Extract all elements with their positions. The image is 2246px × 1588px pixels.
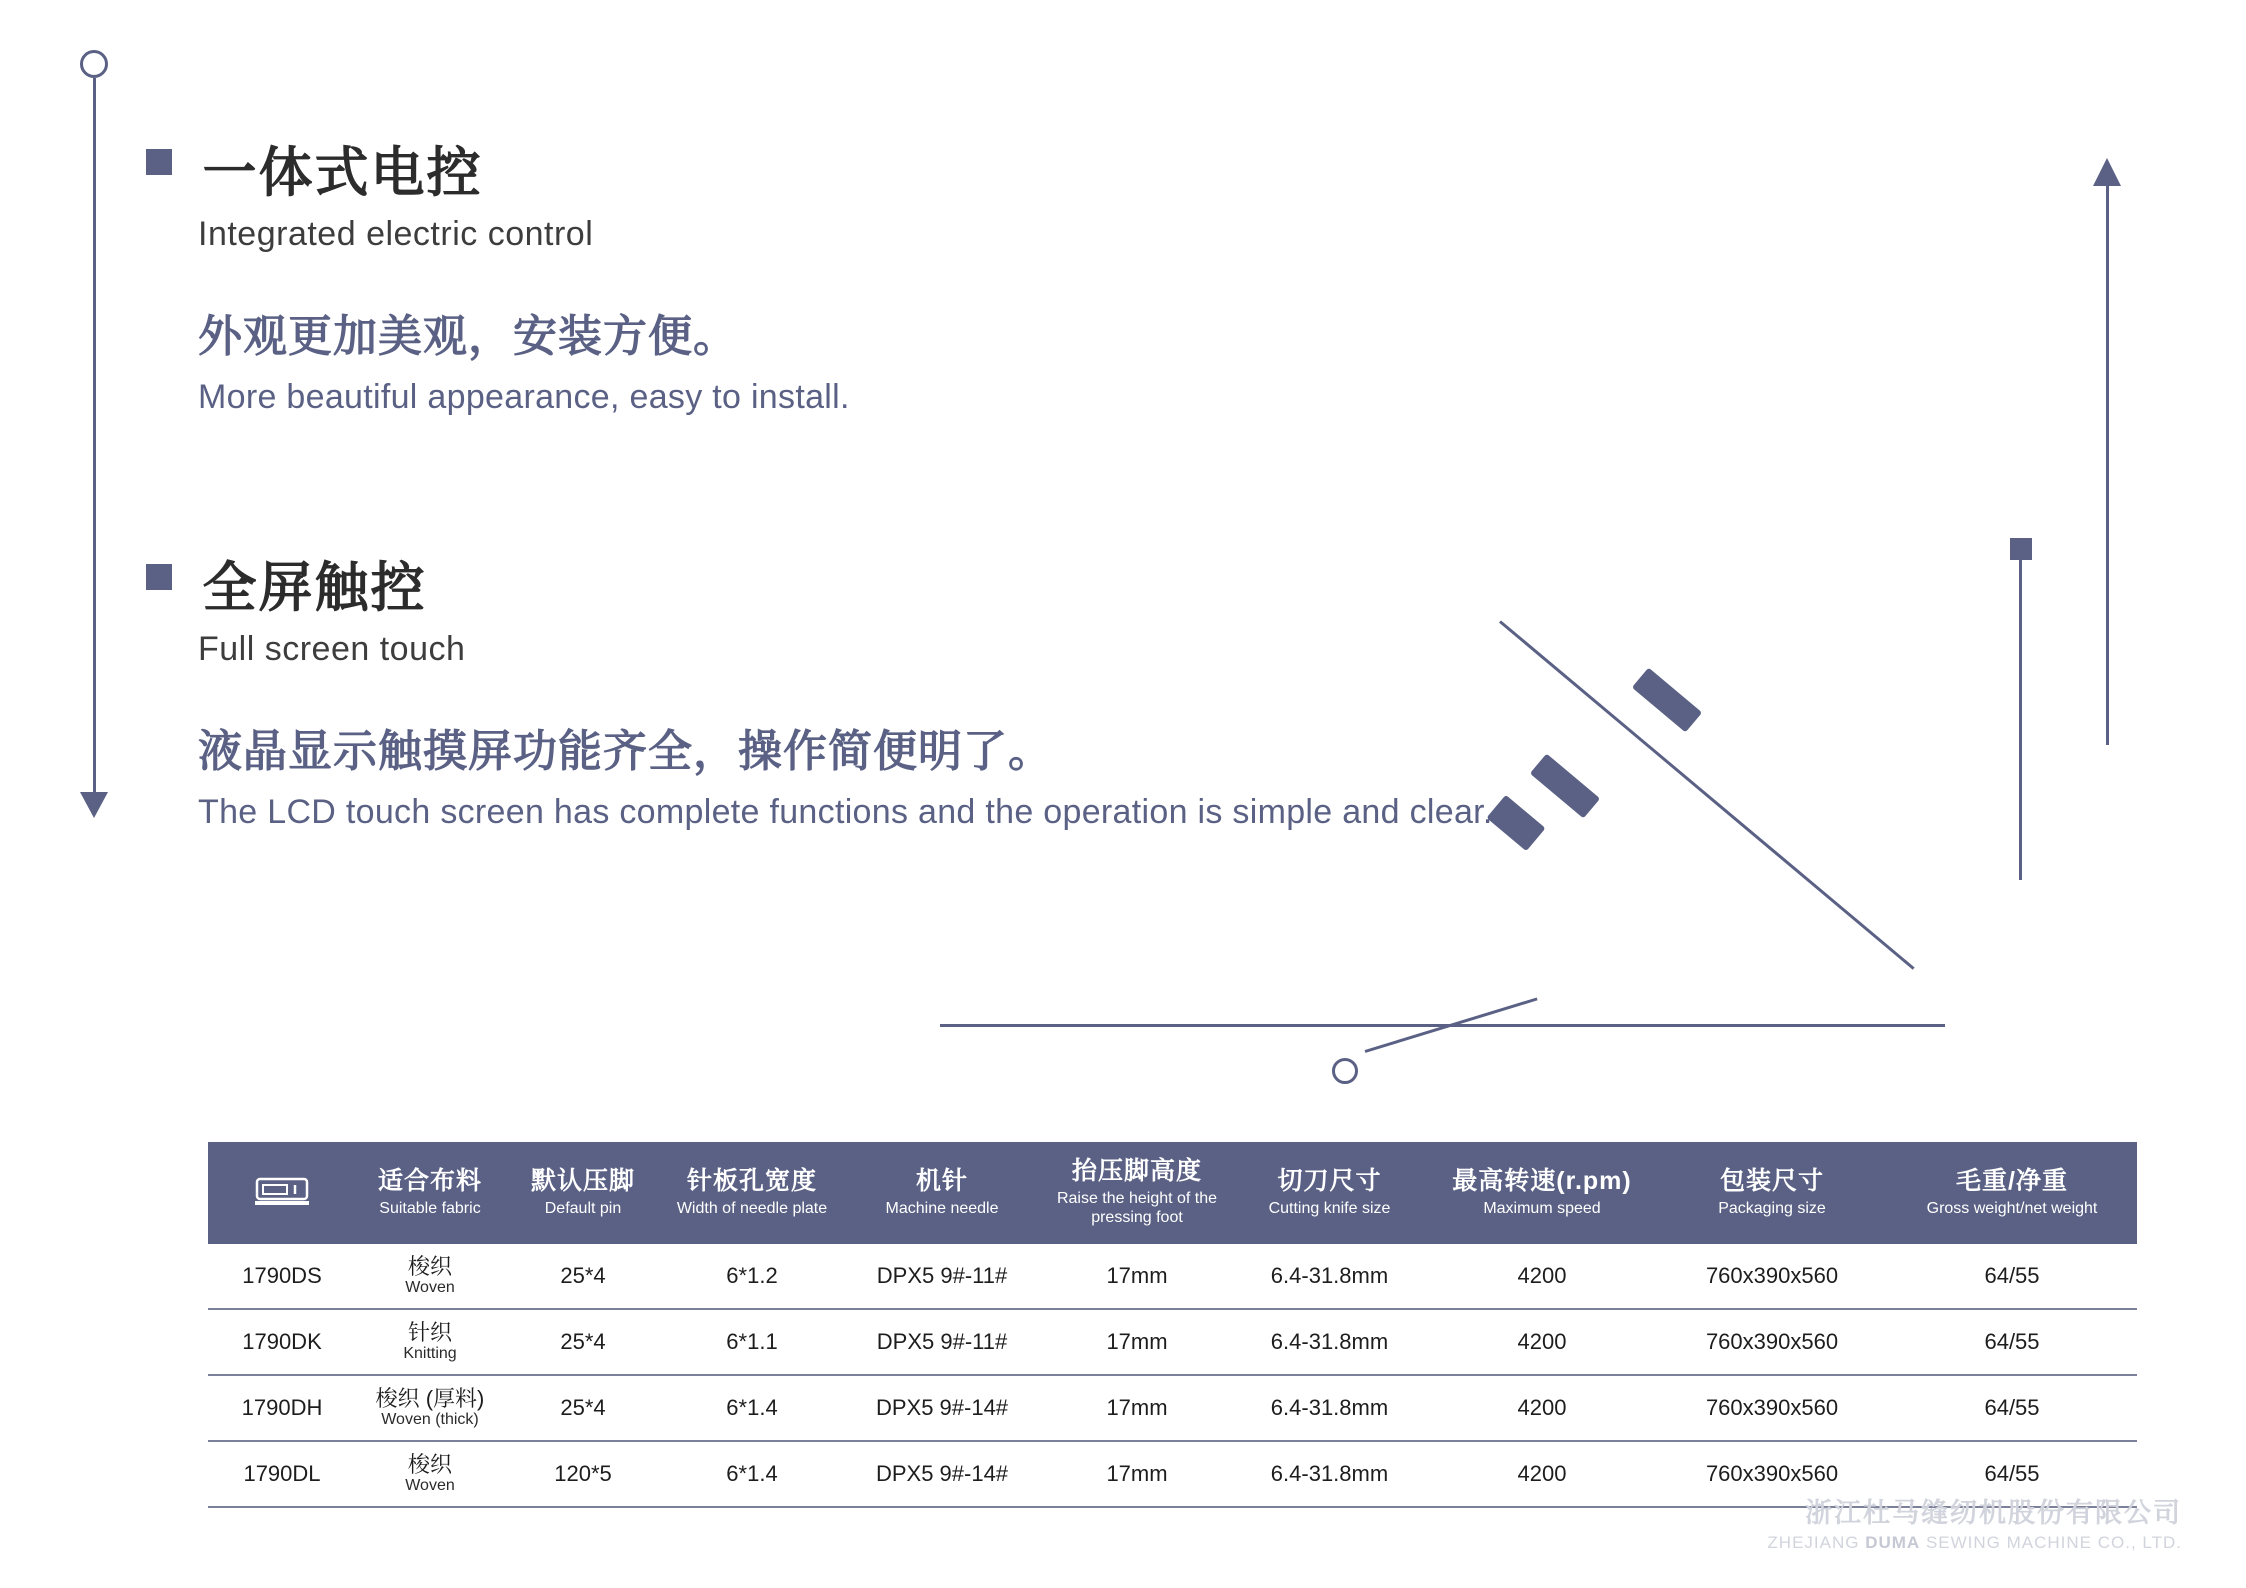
header-en: Width of needle plate xyxy=(676,1199,828,1217)
header-cn: 适合布料 xyxy=(377,1166,482,1195)
square-bullet-icon xyxy=(146,564,172,590)
cell-knife-size: 6.4-31.8mm xyxy=(1232,1441,1427,1507)
cell-fabric xyxy=(356,1309,504,1375)
cell-fabric xyxy=(356,1244,504,1309)
cell-model: 1790DS xyxy=(208,1244,356,1309)
company-en-brand: DUMA xyxy=(1865,1532,1921,1552)
specification-table xyxy=(208,1142,2137,1508)
cell-needle-plate: 6*1.4 xyxy=(662,1375,842,1441)
company-name-en xyxy=(1767,1532,2182,1554)
header-cn: 最高转速(r.pm) xyxy=(1452,1166,1632,1195)
table-header-suitable-fabric xyxy=(356,1142,504,1244)
header-cn: 机针 xyxy=(915,1166,968,1195)
header-en: Suitable fabric xyxy=(379,1199,481,1217)
cell-knife-size: 6.4-31.8mm xyxy=(1232,1309,1427,1375)
header-en: Gross weight/net weight xyxy=(1926,1199,2098,1217)
up-arrow-icon xyxy=(2093,158,2121,186)
cell-max-speed: 4200 xyxy=(1427,1441,1657,1507)
needle-tip-segment xyxy=(1486,795,1545,851)
header-cn: 针板孔宽度 xyxy=(686,1166,817,1195)
cell-needle-plate: 6*1.4 xyxy=(662,1441,842,1507)
header-cn: 毛重/净重 xyxy=(1956,1166,2068,1195)
cell-fabric-en: Woven xyxy=(405,1477,455,1495)
cell-model: 1790DH xyxy=(208,1375,356,1441)
cell-fabric-en: Woven (thick) xyxy=(381,1411,479,1429)
cell-default-pin: 25*4 xyxy=(504,1309,662,1375)
section-subtitle-en: More beautiful appearance, easy to install. xyxy=(198,378,850,416)
cell-max-speed: 4200 xyxy=(1427,1309,1657,1375)
needle-bar-segment xyxy=(1530,754,1600,819)
square-icon xyxy=(2010,538,2032,560)
cell-max-speed: 4200 xyxy=(1427,1375,1657,1441)
table-header-row xyxy=(208,1142,2137,1244)
needle-bar-segment xyxy=(1632,668,1702,733)
cell-fabric-cn: 梭织 xyxy=(407,1451,452,1477)
header-en: Default pin xyxy=(544,1199,622,1217)
section-heading-row xyxy=(146,545,1493,622)
sewing-machine-icon xyxy=(255,1169,309,1209)
up-arrow-stem xyxy=(2106,185,2109,745)
feature-block-full-screen-touch xyxy=(146,545,1493,832)
cell-packaging: 760x390x560 xyxy=(1657,1441,1887,1507)
cell-packaging: 760x390x560 xyxy=(1657,1375,1887,1441)
cell-default-pin: 25*4 xyxy=(504,1244,662,1309)
company-name-cn: 浙江杜马缝纫机股份有限公司 xyxy=(1805,1497,2182,1528)
header-en: Packaging size xyxy=(1718,1199,1826,1217)
section-title-en: Full screen touch xyxy=(198,630,466,668)
table-header-gross-net-weight xyxy=(1887,1142,2137,1244)
footer-company-logo xyxy=(1767,1497,2182,1554)
section-title-cn: 一体式电控 xyxy=(202,143,483,203)
square-stem xyxy=(2019,560,2022,880)
header-cn: 切刀尺寸 xyxy=(1277,1166,1382,1195)
table-header-machine-needle xyxy=(842,1142,1042,1244)
table-row xyxy=(208,1244,2137,1309)
feature-block-integrated-electric-control xyxy=(146,130,850,417)
table-header-maximum-speed xyxy=(1427,1142,1657,1244)
table-header-presser-foot-height xyxy=(1042,1142,1232,1244)
company-en-prefix: ZHEJIANG xyxy=(1767,1532,1860,1552)
company-en-suffix: SEWING MACHINE CO., LTD. xyxy=(1925,1532,2182,1552)
cell-presser-height: 17mm xyxy=(1042,1309,1232,1375)
down-arrow-icon xyxy=(80,792,108,818)
cell-model: 1790DK xyxy=(208,1309,356,1375)
section-subtitle-en: The LCD touch screen has complete functions and the operation is simple and clear. xyxy=(198,793,1493,831)
cell-weight: 64/55 xyxy=(1887,1309,2137,1375)
section-subtitle-cn: 液晶显示触摸屏功能齐全，操作简便明了。 xyxy=(198,727,1053,776)
header-en: Maximum speed xyxy=(1483,1199,1601,1217)
table-header-needle-plate-width xyxy=(662,1142,842,1244)
cell-fabric-en: Knitting xyxy=(403,1345,457,1363)
cell-machine-needle: DPX5 9#-11# xyxy=(842,1244,1042,1309)
header-en: Machine needle xyxy=(885,1199,999,1217)
vertical-line xyxy=(93,78,96,800)
cell-machine-needle: DPX5 9#-14# xyxy=(842,1375,1042,1441)
left-decorative-rail xyxy=(80,50,120,840)
cell-packaging: 760x390x560 xyxy=(1657,1244,1887,1309)
table-header-default-pin xyxy=(504,1142,662,1244)
header-en: Raise the height of the pressing foot xyxy=(1056,1190,1218,1227)
cell-fabric-en: Woven xyxy=(405,1279,455,1297)
circle-icon xyxy=(80,50,108,78)
header-cn: 包装尺寸 xyxy=(1719,1166,1824,1195)
cell-weight: 64/55 xyxy=(1887,1375,2137,1441)
section-title-cn: 全屏触控 xyxy=(202,558,427,618)
cell-fabric-cn: 梭织 (厚料) xyxy=(375,1385,485,1411)
cell-machine-needle: DPX5 9#-14# xyxy=(842,1441,1042,1507)
cell-fabric-cn: 针织 xyxy=(407,1319,452,1345)
cell-default-pin: 25*4 xyxy=(504,1375,662,1441)
section-heading-row xyxy=(146,130,850,207)
header-cn: 抬压脚高度 xyxy=(1071,1157,1202,1185)
table-header-packaging-size xyxy=(1657,1142,1887,1244)
section-subtitle-cn: 外观更加美观，安装方便。 xyxy=(198,312,738,361)
cell-presser-height: 17mm xyxy=(1042,1244,1232,1309)
cell-needle-plate: 6*1.1 xyxy=(662,1309,842,1375)
cell-weight: 64/55 xyxy=(1887,1441,2137,1507)
cell-packaging: 760x390x560 xyxy=(1657,1309,1887,1375)
cell-weight: 64/55 xyxy=(1887,1244,2137,1309)
cell-fabric xyxy=(356,1375,504,1441)
table-header-cutting-knife-size xyxy=(1232,1142,1427,1244)
cell-default-pin: 120*5 xyxy=(504,1441,662,1507)
table-row xyxy=(208,1375,2137,1441)
cell-fabric-cn: 梭织 xyxy=(407,1253,452,1279)
cell-knife-size: 6.4-31.8mm xyxy=(1232,1244,1427,1309)
cell-presser-height: 17mm xyxy=(1042,1441,1232,1507)
cell-machine-needle: DPX5 9#-11# xyxy=(842,1309,1042,1375)
cell-needle-plate: 6*1.2 xyxy=(662,1244,842,1309)
cell-knife-size: 6.4-31.8mm xyxy=(1232,1375,1427,1441)
circle-icon xyxy=(1332,1058,1358,1084)
cell-presser-height: 17mm xyxy=(1042,1375,1232,1441)
table-header-model xyxy=(208,1142,356,1244)
header-en: Cutting knife size xyxy=(1268,1199,1391,1217)
cell-model: 1790DL xyxy=(208,1441,356,1507)
section-title-en: Integrated electric control xyxy=(198,215,594,253)
table-row xyxy=(208,1309,2137,1375)
cell-fabric xyxy=(356,1441,504,1507)
square-bullet-icon xyxy=(146,149,172,175)
header-cn: 默认压脚 xyxy=(530,1166,635,1195)
cell-max-speed: 4200 xyxy=(1427,1244,1657,1309)
